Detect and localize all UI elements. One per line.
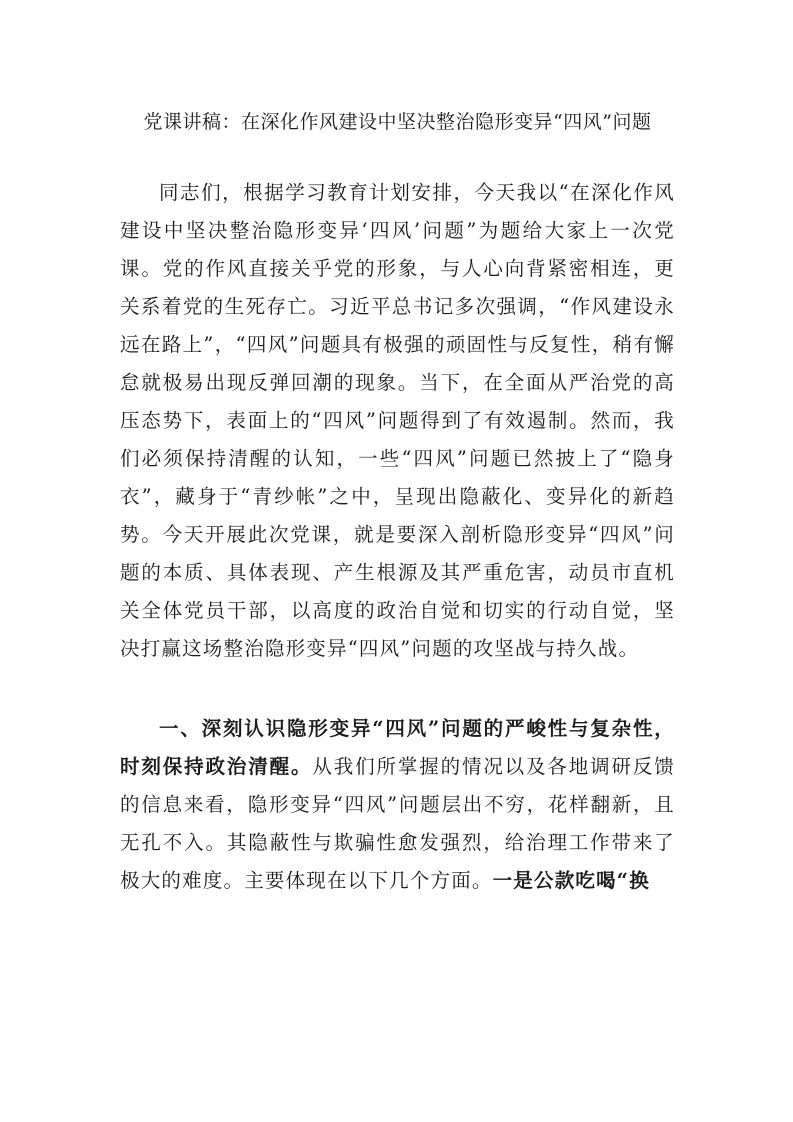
document-title: 党课讲稿：在深化作风建设中坚决整治隐形变异“四风”问题	[143, 111, 652, 133]
section-1-paragraph	[120, 710, 675, 900]
intro-paragraph: 同志们，根据学习教育计划安排，今天我以“在深化作风建设中坚决整治隐形变异‘四风’问题”为题给大家上一次党课。党的作风直接关乎党的形象，与人心向背紧密相连，更关系着党的生死存亡。习近平总书记多次强调，“作风建设永远在路上”，“四风”问题具有极强的顽固性与反复性，稍有懈怠就极易出现反弹回潮的现象。当下，在全面从严治党的高压态势下，表面上的“四风”问题得到了有效遏制。然而，我们必须保持清醒的认知，一些“四风”问题已然披上了“隐身衣”，藏身于“青纱帐”之中，呈现出隐蔽化、变异化的新趋势。今天开展此次党课，就是要深入剖析隐形变异“四风”问题的本质、具体表现、产生根源及其严重危害，动员市直机关全体党员干部，以高度的政治自觉和切实的行动自觉，坚决打赢这场整治隐形变异“四风”问题的攻坚战与持久战。	[120, 181, 675, 660]
section-1-heading: 一、深刻认识隐形变异“四风”问题的严峻性与复杂性，时刻保持政治清醒。	[120, 717, 675, 778]
section-1-body: 从我们所掌握的情况以及各地调研反馈的信息来看，隐形变异“四风”问题层出不穷，花样翻新，且无孔不入。其隐蔽性与欺骗性愈发强烈，给治理工作带来了极大的难度。主要体现在以下几个方面。	[120, 755, 675, 892]
section-1-point-lead: 一是公款吃喝“换	[492, 869, 650, 892]
